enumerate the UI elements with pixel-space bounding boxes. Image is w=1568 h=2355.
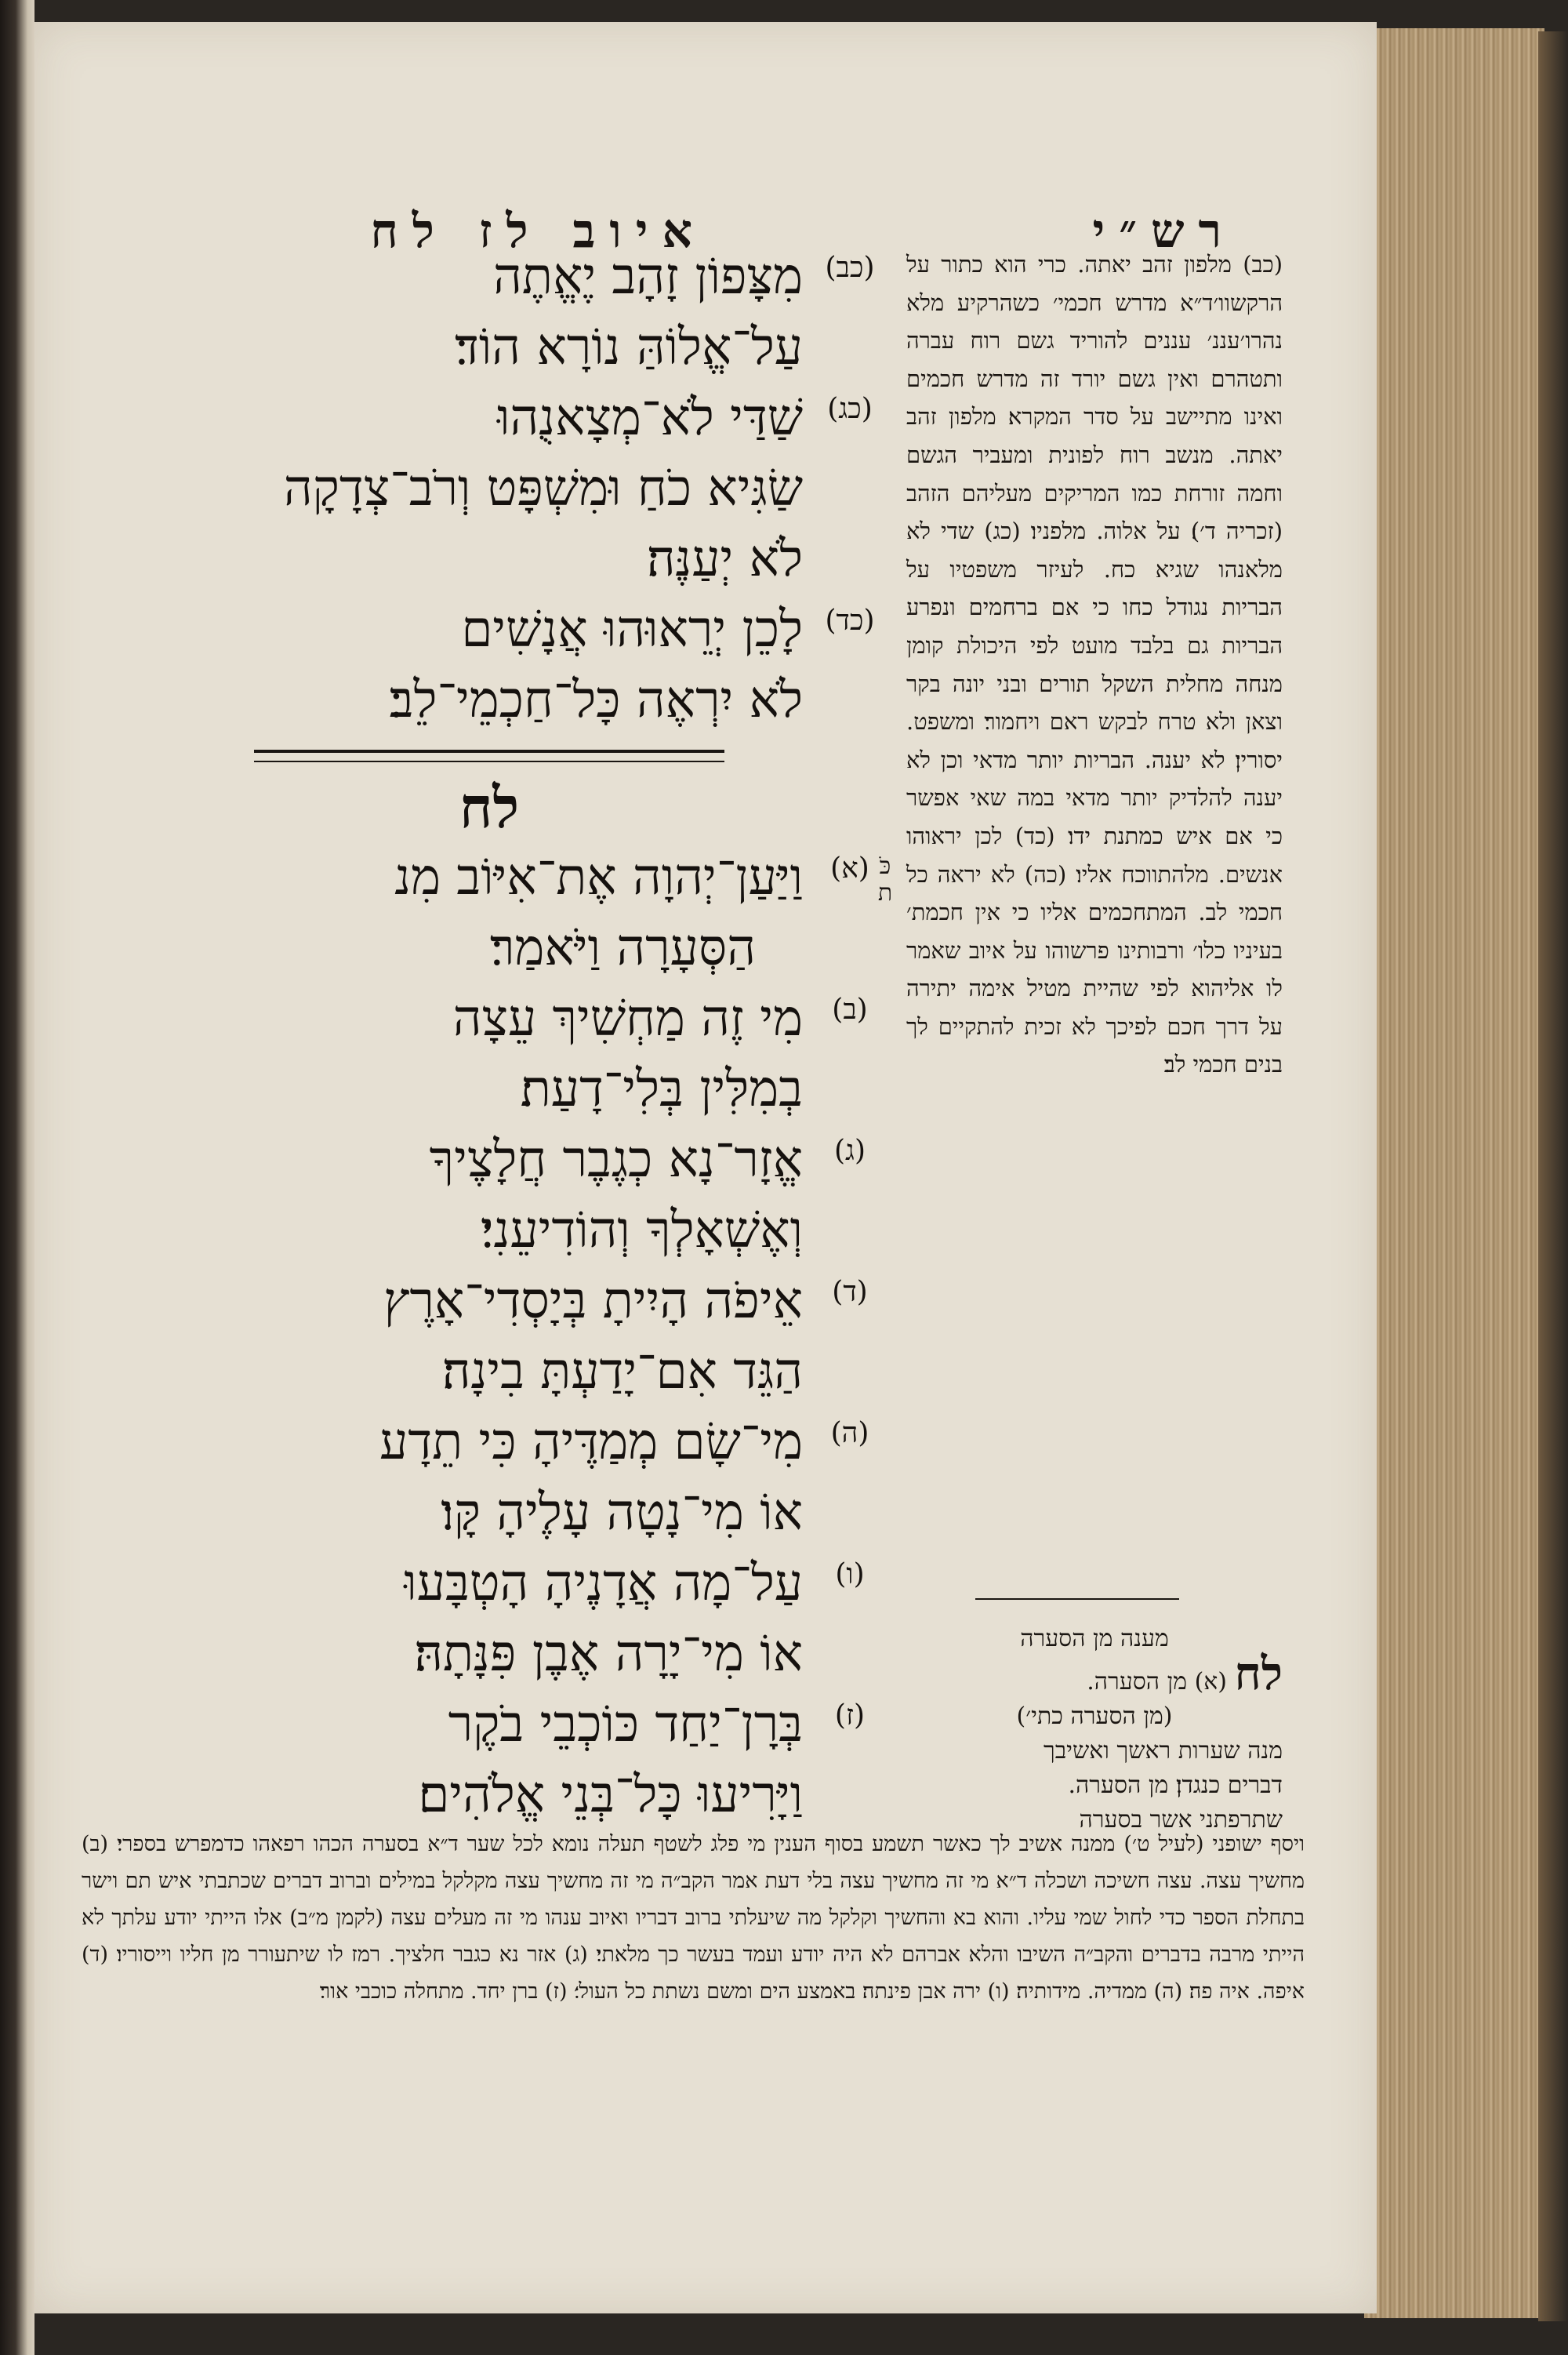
bottom-commentary-block	[82, 1826, 1305, 2139]
chapter-label: לח	[1234, 1647, 1283, 1700]
biblical-text-column	[97, 238, 881, 1822]
commentary-line: דברים כנגדן׃ מן הסערה.	[1068, 1772, 1283, 1799]
commentary-segment: (כד) לכן יראוהו אנשים. מלהתווכח אליו׃	[906, 822, 1283, 888]
commentary-line	[906, 1647, 1283, 1700]
verse-line	[97, 1407, 881, 1477]
commentary-segment: (ב) מחשיך עצה. עצה חשיכה ושכלה ד״א מי זה מחשיך עצה בלי דעת אמר הקב״ה מי זה מחשיך עצה מקלקל במילים וברוב דברים שכתבתי איש תם וישר בתחלת הספר כדי לחול שמי עליו. והוא בא והחשיך וקלקל מה שיעלתי ברוב דבריו ואיוב ענהו מי זה מעלים עצה (לקמן מ״ב) אלו הייתי יודע עלתך לא הייתי מרבה בדברים והקב״ה השיבו והלא אברהם לא היה יודע ועמד בעשר כך מלאתי׃	[82, 1832, 1305, 1967]
verse-line	[97, 913, 881, 983]
commentary-text: (א) מן הסערה.	[1087, 1668, 1227, 1695]
commentary-line: מענה מן הסערה	[1020, 1625, 1169, 1652]
commentary-divider-rule	[975, 1598, 1179, 1600]
verse-text: מִי־שָׂם מְמַדֶּיהָ כִּי תֵדָע	[379, 1413, 803, 1471]
verse-text: אֱזָר־נָא כְגֶבֶר חֲלָצֶיךָ	[429, 1131, 803, 1189]
verse-line	[97, 453, 881, 524]
verse-text: אֵיפֹה הָיִיתָ בְּיָסְדִי־אָרֶץ	[383, 1272, 803, 1330]
commentary-segment: מלפון זהב יאתה. מנשב רוח לפונית ומעביר הגשם וחמה זורחת כמו המריקים מעליהם הזהב (זכריה ד׳)׃	[906, 403, 1283, 545]
verse-text: עַל־אֱלוֹהַּ נוֹרָא הוֹד׃	[455, 318, 803, 376]
margin-reference-marks	[872, 853, 898, 907]
adjacent-page-edge	[0, 0, 34, 2355]
verse-number: (ה)	[830, 1417, 869, 1449]
verse-text: וַיָּרִיעוּ כָּל־בְּנֵי אֱלֹהִים׃	[418, 1766, 803, 1824]
commentary-segment: (ד) איפה. איה פה׃	[82, 1943, 1305, 2004]
header-rashi-title: רש״י	[1092, 204, 1236, 259]
verse-text: בְמִלִּין בְּלִי־דָעַת׃	[520, 1060, 803, 1118]
margin-mark: ת	[877, 879, 893, 907]
verse-text: שַׁדַּי לֹא־מְצָאנֻהוּ	[497, 389, 803, 447]
verse-number: (ו)	[835, 1558, 865, 1590]
commentary-segment: (כה) לא יראה כל חכמי לב. המתחכמים אליו כי אין חכמת׳ בעיניו כלו׳ ורבותינו פרשוהו על איוב שאמר לו אליהוא לפי שהיית מטיל אימה יתירה על דרך חכם לפיכך לא זכית להתקיים לך בנים חכמי לב׃	[906, 860, 1283, 1078]
verse-line	[97, 1477, 881, 1548]
verse-number: (כד)	[825, 605, 875, 637]
commentary-segment: ומשפט. יסורין׃	[906, 708, 1283, 773]
verse-line	[97, 312, 881, 383]
commentary-line: (מן הסערה כתי׳)	[1016, 1703, 1173, 1730]
verse-text: הַסְּעָרָה וַיֹּאמַר׃	[490, 919, 756, 977]
verse-line	[97, 1336, 881, 1407]
verse-line	[97, 842, 881, 913]
book-page	[34, 22, 1377, 2313]
verse-text: לָכֵן יְרֵאוּהוּ אֲנָשִׁים	[461, 601, 803, 659]
commentary-segment: (ז) ברן יחד. מתחלה כוכבי אור׃	[319, 1979, 568, 2004]
verse-line	[97, 1125, 881, 1195]
commentary-line: שתרפתני אשר בסערה	[1079, 1806, 1283, 1833]
verse-line	[97, 1266, 881, 1336]
verse-number: (כב)	[825, 252, 875, 284]
verse-line	[97, 383, 881, 453]
verse-text: לֹא יִרְאֶה כָּל־חַכְמֵי־לֵב׃	[389, 671, 803, 729]
verse-number: (א)	[830, 852, 869, 885]
verse-line	[97, 1054, 881, 1125]
verse-text: אוֹ מִי־נָטָה עָלֶיהָ קָּו׃	[441, 1484, 803, 1542]
verse-number: (כג)	[827, 393, 873, 425]
chapter-divider-rule	[254, 750, 724, 762]
verse-text: וְאֶשְׁאָלְךָ וְהוֹדִיעֵנִי׃	[480, 1201, 803, 1259]
commentary-segment: על אלוה. מלפניו׃	[1030, 518, 1181, 545]
verse-text: מִי זֶה מַחְשִׁיךְ עֵצָה	[452, 990, 803, 1048]
page-stack-shadow	[1538, 31, 1568, 2321]
verse-text: הַגֵּד אִם־יָדַעְתָּ בִינָה׃	[441, 1343, 803, 1401]
verse-text: אוֹ מִי־יָרָה אֶבֶן פִּנָּתָהּ׃	[414, 1625, 803, 1683]
commentary-segment: (כג) שדי לא מלאנהו שגיא כח. לעיזר משפטיו על הבריות נגודל כחו כי אם ברחמים ונפרע הבריות גם בלבד מועט לפי היכולת קומן מנחה מחלית השקל תורים ובני יונה בקר וצאן ולא טרח לבקש ראם ויחמור׃	[906, 518, 1283, 736]
verse-text: עַל־מָה אֲדָנֶיהָ הָטְבָּעוּ	[404, 1554, 803, 1612]
header-book-title: איוב לז לח	[370, 204, 706, 259]
commentary-segment: (ה) ממדיה. מידותיה׃	[1016, 1979, 1183, 2004]
verse-text: בְּרָן־יַחַד כּוֹכְבֵי בֹקֶר	[448, 1695, 803, 1754]
margin-mark: כֹּ	[879, 852, 891, 880]
verse-line	[97, 983, 881, 1054]
rashi-chapter-38-start	[906, 1622, 1283, 1837]
verse-line	[97, 1689, 881, 1760]
verse-text: שַׂגִּיא כֹחַ וּמִשְׁפָּט וְרֹב־צְדָקָה	[283, 460, 803, 518]
verse-line	[97, 665, 881, 736]
commentary-segment: ויסף ישופני (לעיל ט׳) ממנה אשיב לך כאשר תשמע בסוף הענין מי פלג לשטף תעלה נומא לכל שער ד״א בסערה הכהו רפאהו כדמפרש בספרי׃	[117, 1832, 1305, 1856]
commentary-segment: כרי הוא כתור על הרקשוו׳ד״א מדרש חכמי׳ כשהרקיע מלא נהרו׳עננ׳ עננים להוריד גשם רוח עברה ותטהרם ואין גשם יורד זה מדרש חכמים ואינו מתיישב על סדר המקרא׃	[906, 251, 1283, 431]
commentary-segment: (ו) ירה אבן פינתה׃ באמצע הים ומשם נשתת כל העול׳׃	[574, 1979, 1010, 2004]
verse-number: (ג)	[834, 1135, 866, 1167]
verse-number: (ב)	[832, 994, 868, 1026]
verse-text: וַיַּעַן־יְהוָה אֶת־אִיּוֹב מִנ	[394, 849, 803, 907]
verse-line	[97, 1195, 881, 1266]
rashi-commentary-column	[906, 245, 1283, 1594]
commentary-segment: (ג) אזר נא כגבר חלציך. רמז לו שיתעורר מן חליו וייסוריו׃	[116, 1943, 588, 1967]
verse-line	[97, 594, 881, 665]
chapter-heading: לח	[459, 774, 520, 841]
commentary-line: מנה שערות ראשך ואשיבך	[1043, 1737, 1283, 1764]
verse-text: לֹא יְעַנֶּה׃	[646, 530, 803, 588]
commentary-segment: (כב) מלפון זהב יאתה.	[1077, 251, 1283, 278]
verse-line	[97, 242, 881, 312]
verse-text: מִצָּפוֹן זָהָב יֶאֱתֶה	[493, 248, 803, 306]
verse-number: (ד)	[832, 1276, 868, 1308]
page-stack-edges	[1364, 28, 1544, 2318]
commentary-segment: לא יענה. הבריות יותר מדאי וכן לא יענה להלדיק יותר מדאי במה שאי אפשר כי אם איש כמתנת ידו׃	[906, 746, 1283, 849]
verse-line	[97, 1760, 881, 1830]
verse-line	[97, 1619, 881, 1689]
verse-line	[97, 524, 881, 594]
verse-number: (ז)	[834, 1699, 866, 1732]
verse-line	[97, 1548, 881, 1619]
